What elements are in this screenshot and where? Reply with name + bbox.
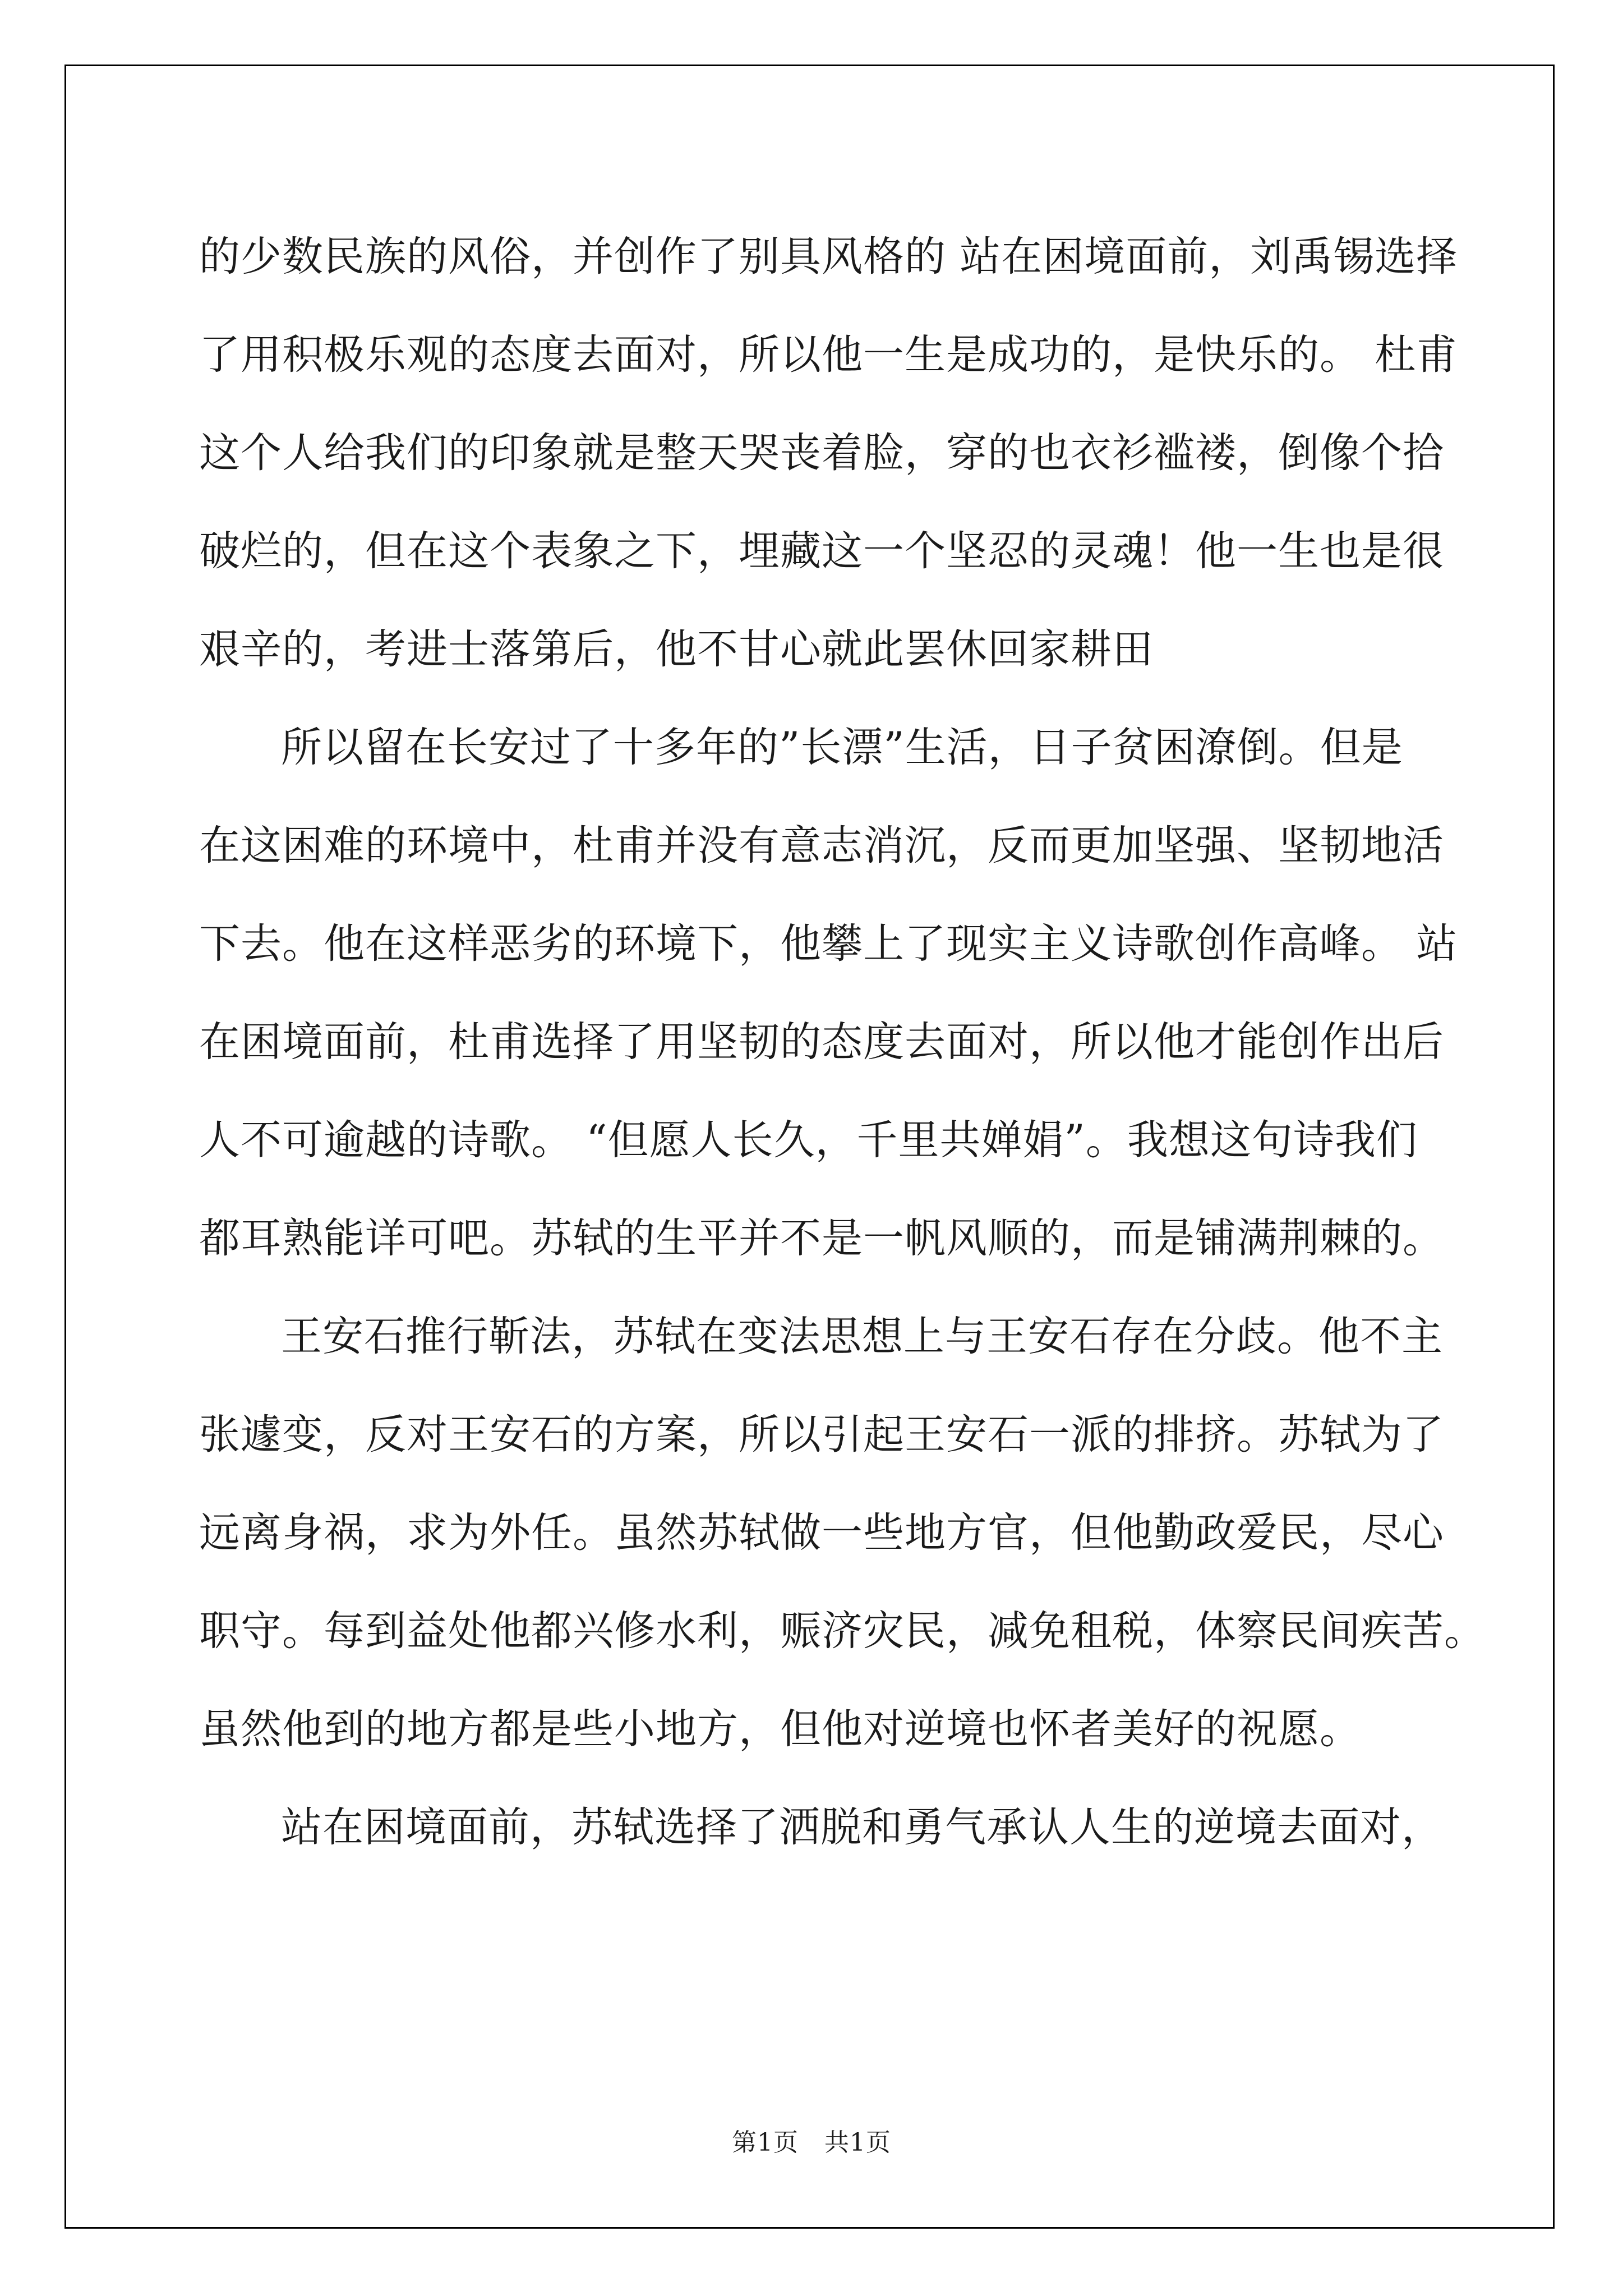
page-number: 第1页 [732, 2128, 799, 2157]
text-line: 艰辛的，考进士落第后，他不甘心就此罢休回家耕田 [199, 625, 1154, 673]
text-line: 职守。每到益处他都兴修水利，赈济灾民，减免租税，体察民间疾苦。 [199, 1607, 1486, 1655]
document-body [199, 208, 1486, 1876]
paragraph-first-line: 王安石推行靳法，苏轼在变法思想上与王安石存在分歧。他不主 [281, 1313, 1443, 1360]
text-line: 张遽变，反对王安石的方案，所以引起王安石一派的排挤。苏轼为了 [199, 1411, 1444, 1458]
text-line: 这个人给我们的印象就是整天哭丧着脸，穿的也衣衫褴褛，倒像个拾 [199, 429, 1444, 477]
text-line: 的少数民族的风俗，并创作了别具风格的 站在困境面前，刘禹锡选择 [199, 233, 1458, 280]
text-line: 都耳熟能详可吧。苏轼的生平并不是一帆风顺的，而是铺满荆棘的。 [199, 1214, 1444, 1262]
text-line: 了用积极乐观的态度去面对，所以他一生是成功的，是快乐的。 杜甫 [199, 331, 1458, 379]
page-footer [0, 2122, 1623, 2158]
text-line: 在这困难的环境中，杜甫并没有意志消沉，反而更加坚强、坚韧地活 [199, 822, 1444, 869]
paragraph-first-line: 站在困境面前，苏轼选择了洒脱和勇气承认人生的逆境去面对， [281, 1803, 1443, 1851]
text-line: 下去。他在这样恶劣的环境下，他攀上了现实主义诗歌创作高峰。 站 [199, 920, 1458, 968]
text-line: 破烂的，但在这个表象之下，埋藏这一个坚忍的灵魂！他一生也是很 [199, 527, 1444, 575]
text-line: 远离身祸，求为外任。虽然苏轼做一些地方官，但他勤政爱民，尽心 [199, 1509, 1444, 1557]
text-line: 在困境面前，杜甫选择了用坚韧的态度去面对，所以他才能创作出后 [199, 1018, 1444, 1066]
page-total: 共1页 [824, 2128, 891, 2157]
paragraph-first-line: 所以留在长安过了十多年的”长漂”生活，日子贫困潦倒。但是 [281, 724, 1403, 771]
text-line: 虽然他到的地方都是些小地方，但他对逆境也怀者美好的祝愿。 [199, 1705, 1361, 1753]
text-line: 人不可逾越的诗歌。 “但愿人长久，千里共婵娟”。我想这句诗我们 [199, 1116, 1418, 1164]
